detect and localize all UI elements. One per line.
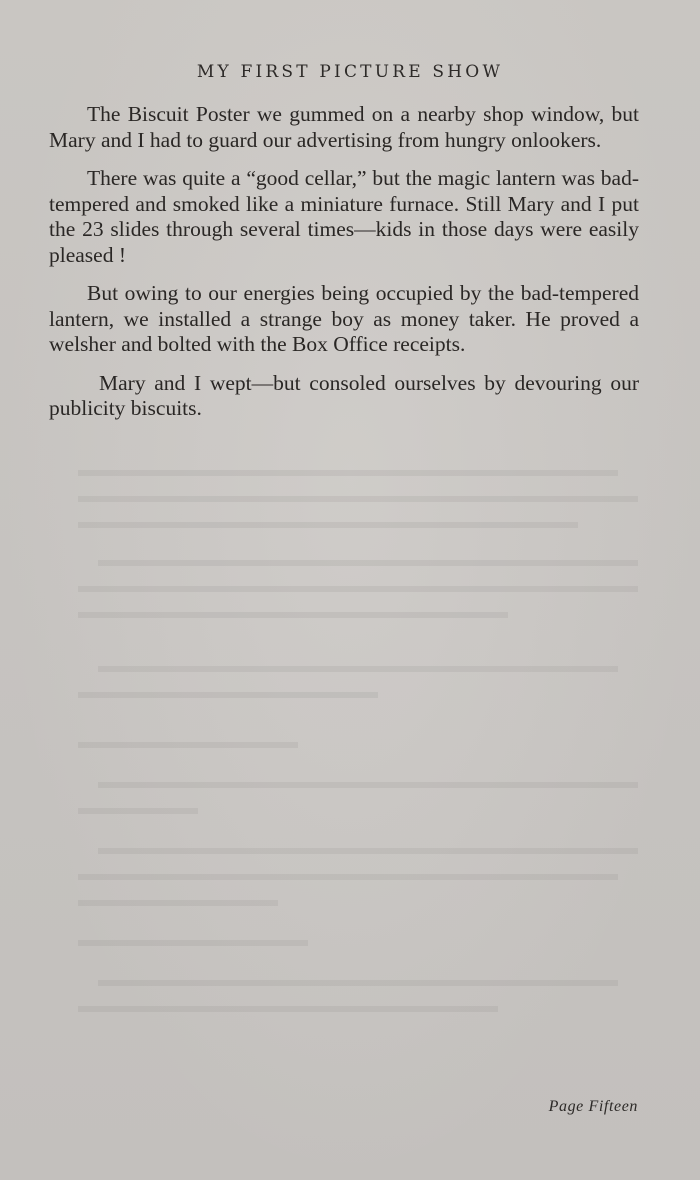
- paragraph-1: The Biscuit Poster we gummed on a nearby shop window, but Mary and I had to guard our advertising from hungry onlookers.: [49, 102, 639, 152]
- running-head: MY FIRST PICTURE SHOW: [196, 62, 504, 82]
- body-text: [49, 102, 639, 435]
- page-number: Page Fifteen: [548, 1098, 638, 1115]
- paragraph-4: Mary and I wept—but consoled ourselves by devouring our publicity biscuits.: [49, 370, 639, 420]
- paragraph-3: But owing to our energies being occupied by the bad-tempered lantern, we installed a strange boy as money taker. He proved a welsher and bolted with the Box Office receipts.: [49, 281, 639, 356]
- show-through-texture: [78, 470, 638, 1030]
- paragraph-2: There was quite a “good cellar,” but the magic lantern was bad-tempered and smoked like a miniature furnace. Still Mary and I put the 23 slides through several times—kids in those days were easily pleased !: [49, 166, 639, 267]
